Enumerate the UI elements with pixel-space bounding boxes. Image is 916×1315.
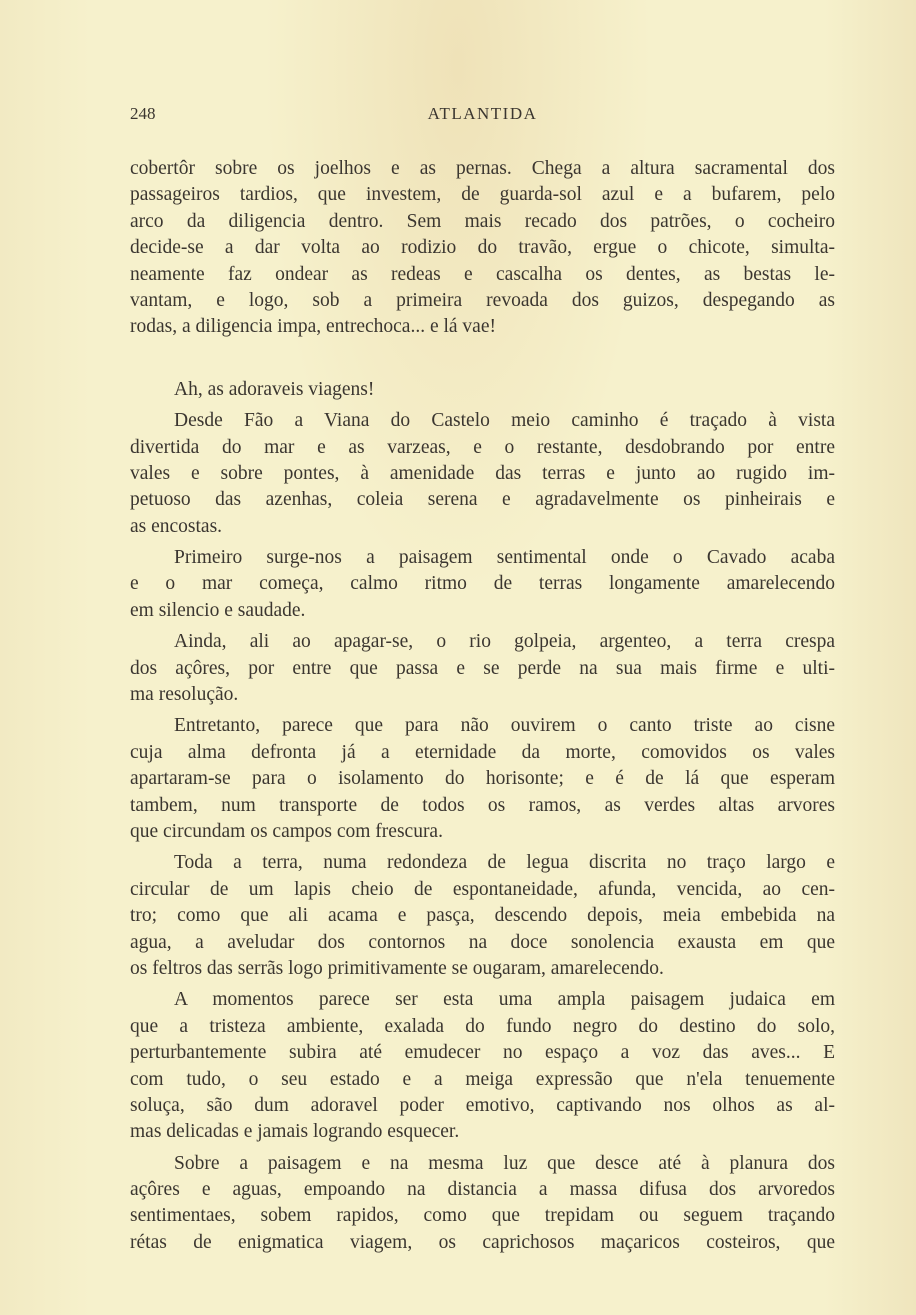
- text-line: passageiros tardios, que investem, de guarda-sol azul e a bufarem, pelo: [130, 184, 835, 206]
- page-header: [130, 104, 835, 132]
- paragraph: [130, 408, 835, 540]
- text-line: mas delicadas e jamais logrando esquecer.: [130, 1121, 460, 1143]
- page-body-text: [130, 156, 835, 1256]
- paragraph: [130, 850, 835, 982]
- text-line: com tudo, o seu estado e a meiga expressão que n'ela tenuemente: [130, 1068, 835, 1090]
- text-line: agua, a aveludar dos contornos na doce sonolencia exausta em que: [130, 931, 835, 953]
- text-line: as encostas.: [130, 515, 223, 537]
- text-line: Ah, as adoraveis viagens!: [174, 378, 375, 400]
- text-line: cuja alma defronta já a eternidade da morte, comovidos os vales: [130, 741, 835, 763]
- text-line: dos açôres, por entre que passa e se perde na sua mais firme e ulti-: [130, 657, 835, 679]
- text-line: Ainda, ali ao apagar-se, o rio golpeia, argenteo, a terra crespa: [174, 631, 835, 653]
- text-line: que a tristeza ambiente, exalada do fundo negro do destino do solo,: [130, 1015, 835, 1037]
- text-line: tambem, num transporte de todos os ramos, as verdes altas arvores: [130, 794, 835, 816]
- text-line: cobertôr sobre os joelhos e as pernas. Chega a altura sacramental dos: [130, 158, 835, 179]
- text-line: vales e sobre pontes, à amenidade das terras e junto ao rugido im-: [130, 462, 835, 484]
- text-line: que circundam os campos com frescura.: [130, 820, 443, 842]
- paragraph: [130, 987, 835, 1145]
- text-line: soluça, são dum adoravel poder emotivo, captivando nos olhos as al-: [130, 1094, 835, 1116]
- text-line: ma resolução.: [130, 684, 239, 706]
- text-line: perturbantemente subira até emudecer no espaço a voz das aves... E: [130, 1042, 835, 1064]
- paragraph: [130, 156, 835, 341]
- paragraph: [130, 377, 835, 403]
- text-line: divertida do mar e as varzeas, e o restante, desdobrando por entre: [130, 436, 835, 458]
- text-line: Primeiro surge-nos a paisagem sentimental onde o Cavado acaba: [174, 547, 835, 569]
- text-line: petuoso das azenhas, coleia serena e agradavelmente os pinheirais e: [130, 489, 835, 511]
- text-line: Toda a terra, numa redondeza de legua discrita no traço largo e: [174, 852, 835, 874]
- paragraph: [130, 1151, 835, 1257]
- text-line: decide-se a dar volta ao rodizio do travão, ergue o chicote, simulta-: [130, 237, 835, 259]
- text-line: vantam, e logo, sob a primeira revoada dos guizos, despegando as: [130, 289, 835, 311]
- text-line: os feltros das serrãs logo primitivamente se ougaram, amarelecendo.: [130, 957, 664, 979]
- page-number: 248: [130, 104, 156, 123]
- text-line: sentimentaes, sobem rapidos, como que trepidam ou seguem traçando: [130, 1205, 835, 1227]
- running-title: ATLANTIDA: [427, 104, 538, 123]
- text-line: tro; como que ali acama e pasça, descendo depois, meia embebida na: [130, 905, 835, 927]
- text-line: rodas, a diligencia impa, entrechoca... e lá vae!: [130, 316, 496, 338]
- text-line: circular de um lapis cheio de espontaneidade, afunda, vencida, ao cen-: [130, 878, 835, 900]
- paragraph: [130, 713, 835, 845]
- paragraph: [130, 629, 835, 708]
- text-line: Entretanto, parece que para não ouvirem o canto triste ao cisne: [174, 715, 835, 737]
- text-line: rétas de enigmatica viagem, os caprichosos maçaricos costeiros, que: [130, 1231, 835, 1253]
- text-line: arco da diligencia dentro. Sem mais recado dos patrões, o cocheiro: [130, 210, 835, 232]
- text-line: e o mar começa, calmo ritmo de terras longamente amarelecendo: [130, 573, 835, 595]
- text-line: em silencio e saudade.: [130, 599, 306, 621]
- paragraph: [130, 545, 835, 624]
- text-line: Sobre a paisagem e na mesma luz que desce até à planura dos: [174, 1152, 835, 1174]
- text-line: açôres e aguas, empoando na distancia a massa difusa dos arvoredos: [130, 1179, 835, 1201]
- text-line: neamente faz ondear as redeas e cascalha os dentes, as bestas le-: [130, 263, 835, 285]
- text-line: Desde Fão a Viana do Castelo meio caminho é traçado à vista: [174, 410, 835, 432]
- text-line: apartaram-se para o isolamento do horisonte; e é de lá que esperam: [130, 768, 835, 790]
- text-line: A momentos parece ser esta uma ampla paisagem judaica em: [174, 989, 835, 1011]
